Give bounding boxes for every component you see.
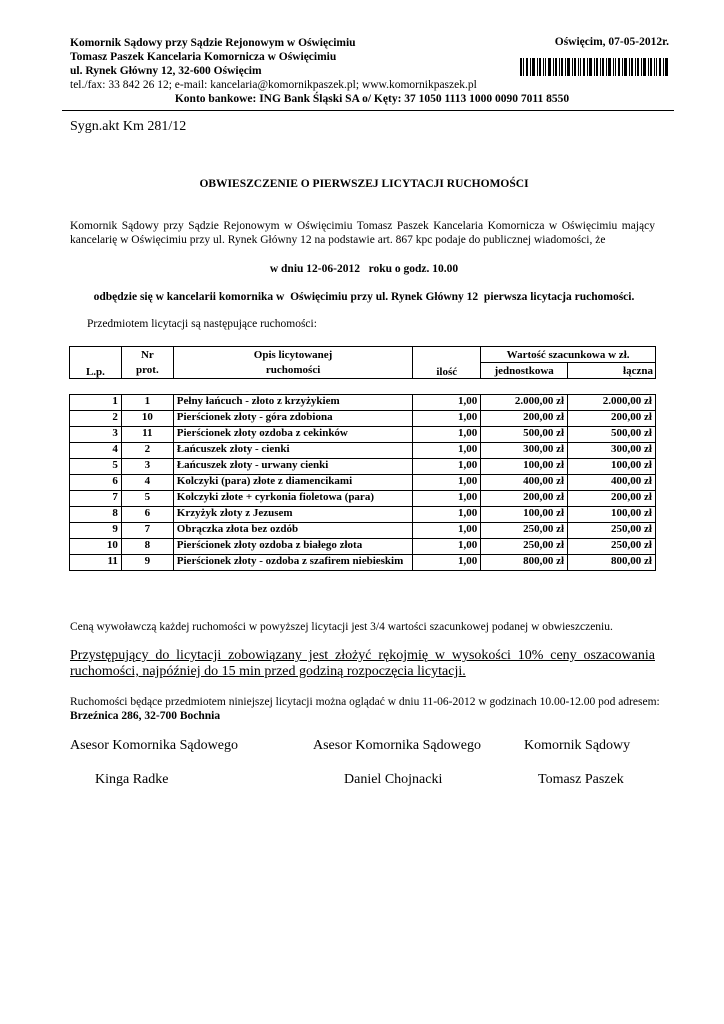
- cell-lp: 3: [70, 427, 122, 443]
- cell-nr: 4: [121, 475, 173, 491]
- cell-lp: 5: [70, 459, 122, 475]
- viewing-address: Brzeźnica 286, 32-700 Bochnia: [70, 710, 221, 722]
- cell-jednostkowa: 250,00 zł: [481, 539, 568, 555]
- cell-ilosc: 1,00: [413, 491, 481, 507]
- cell-opis: Pierścionek złoty - ozdoba z szafirem niebieskim: [173, 555, 413, 571]
- cell-jednostkowa: 2.000,00 zł: [481, 395, 568, 411]
- case-signature: Sygn.akt Km 281/12: [70, 119, 187, 134]
- cell-opis: Kolczyki złote + cyrkonia fioletowa (para): [173, 491, 413, 507]
- signature-role-1: Asesor Komornika Sądowego: [70, 738, 238, 753]
- table-row: [70, 411, 656, 427]
- cell-jednostkowa: 800,00 zł: [481, 555, 568, 571]
- cell-laczna: 100,00 zł: [568, 459, 656, 475]
- table-row: [70, 395, 656, 411]
- col-jednostkowa: jednostkowa: [481, 363, 568, 379]
- table-row: [70, 491, 656, 507]
- cell-nr: 5: [121, 491, 173, 507]
- viewing-note: [70, 695, 660, 723]
- signature-name-2: Daniel Chojnacki: [344, 772, 443, 787]
- cell-ilosc: 1,00: [413, 395, 481, 411]
- cell-opis: Obrączka złota bez ozdób: [173, 523, 413, 539]
- col-ilosc: ilość: [413, 347, 481, 379]
- cell-lp: 11: [70, 555, 122, 571]
- cell-ilosc: 1,00: [413, 459, 481, 475]
- cell-jednostkowa: 100,00 zł: [481, 459, 568, 475]
- cell-opis: Łańcuszek złoty - cienki: [173, 443, 413, 459]
- office-address: ul. Rynek Główny 12, 32-600 Oświęcim: [70, 65, 262, 77]
- table-row: [70, 555, 656, 571]
- cell-laczna: 250,00 zł: [568, 523, 656, 539]
- table-row: [70, 523, 656, 539]
- cell-lp: 4: [70, 443, 122, 459]
- signature-name-3: Tomasz Paszek: [538, 772, 624, 787]
- cell-lp: 1: [70, 395, 122, 411]
- table-row: [70, 539, 656, 555]
- office-contact: tel./fax: 33 842 26 12; e-mail: kancelaria@komornikpaszek.pl; www.komornikpaszek.pl: [70, 79, 477, 91]
- cell-opis: Pierścionek złoty ozdoba z cekinków: [173, 427, 413, 443]
- cell-ilosc: 1,00: [413, 427, 481, 443]
- cell-lp: 2: [70, 411, 122, 427]
- cell-ilosc: 1,00: [413, 411, 481, 427]
- cell-jednostkowa: 200,00 zł: [481, 491, 568, 507]
- starting-price-note: Ceną wywoławczą każdej ruchomości w powyższej licytacji jest 3/4 wartości szacunkowej podanej w obwieszczeniu.: [70, 621, 613, 633]
- cell-ilosc: 1,00: [413, 539, 481, 555]
- col-wartosc: Wartość szacunkowa w zł.: [481, 347, 656, 363]
- col-opis: Opis licytowanej: [173, 347, 412, 363]
- cell-lp: 10: [70, 539, 122, 555]
- document-date: Oświęcim, 07-05-2012r.: [554, 36, 669, 48]
- cell-laczna: 800,00 zł: [568, 555, 656, 571]
- cell-ilosc: 1,00: [413, 507, 481, 523]
- cell-jednostkowa: 300,00 zł: [481, 443, 568, 459]
- header-divider: [62, 110, 674, 111]
- cell-laczna: 2.000,00 zł: [568, 395, 656, 411]
- barcode-icon: [520, 58, 670, 80]
- cell-nr: 7: [121, 523, 173, 539]
- viewing-note-text: Ruchomości będące przedmiotem niniejszej licytacji można oglądać w dniu 11-06-2012 w godzinach 10.00-12.00 pod adresem:: [70, 696, 660, 708]
- cell-laczna: 200,00 zł: [568, 491, 656, 507]
- cell-laczna: 250,00 zł: [568, 539, 656, 555]
- table-row: [70, 459, 656, 475]
- cell-opis: Łańcuszek złoty - urwany cienki: [173, 459, 413, 475]
- cell-jednostkowa: 500,00 zł: [481, 427, 568, 443]
- intro-paragraph: Komornik Sądowy przy Sądzie Rejonowym w Oświęcimiu Tomasz Paszek Kancelaria Komornicza w Oświęcimiu mający kancelarię w Oświęcimiu przy ul. Rynek Główny 12 na podstawie art. 867 kpc podaje do publicznej wiadomości, że: [70, 220, 655, 246]
- document-title: OBWIESZCZENIE O PIERWSZEJ LICYTACJI RUCHOMOŚCI: [199, 178, 529, 190]
- col-nr-2: prot.: [121, 363, 173, 379]
- auction-place: odbędzie się w kancelarii komornika w Oświęcimiu przy ul. Rynek Główny 12 pierwsza licytacja ruchomości.: [93, 291, 635, 303]
- office-header: [70, 36, 477, 92]
- cell-lp: 8: [70, 507, 122, 523]
- cell-ilosc: 1,00: [413, 475, 481, 491]
- cell-jednostkowa: 250,00 zł: [481, 523, 568, 539]
- cell-opis: Kolczyki (para) złote z diamencikami: [173, 475, 413, 491]
- cell-nr: 8: [121, 539, 173, 555]
- table-row: [70, 475, 656, 491]
- col-nr: Nr: [121, 347, 173, 363]
- cell-jednostkowa: 100,00 zł: [481, 507, 568, 523]
- cell-nr: 11: [121, 427, 173, 443]
- items-table: [69, 394, 656, 571]
- signature-role-3: Komornik Sądowy: [524, 738, 631, 753]
- cell-ilosc: 1,00: [413, 443, 481, 459]
- col-opis-2: ruchomości: [173, 363, 412, 379]
- cell-ilosc: 1,00: [413, 523, 481, 539]
- cell-nr: 10: [121, 411, 173, 427]
- cell-nr: 6: [121, 507, 173, 523]
- cell-opis: Pierścionek złoty - góra zdobiona: [173, 411, 413, 427]
- table-row: [70, 443, 656, 459]
- cell-opis: Pełny łańcuch - złoto z krzyżykiem: [173, 395, 413, 411]
- cell-laczna: 500,00 zł: [568, 427, 656, 443]
- cell-jednostkowa: 200,00 zł: [481, 411, 568, 427]
- col-lp: L.p.: [70, 347, 122, 379]
- signature-name-1: Kinga Radke: [95, 772, 169, 787]
- auction-date: w dniu 12-06-2012 roku o godz. 10.00: [269, 263, 459, 275]
- cell-nr: 3: [121, 459, 173, 475]
- bank-account: Konto bankowe: ING Bank Śląski SA o/ Kęty: 37 1050 1113 1000 0090 7011 8550: [174, 93, 570, 105]
- cell-nr: 9: [121, 555, 173, 571]
- cell-laczna: 200,00 zł: [568, 411, 656, 427]
- table-row: [70, 427, 656, 443]
- cell-laczna: 400,00 zł: [568, 475, 656, 491]
- cell-lp: 9: [70, 523, 122, 539]
- office-name: Komornik Sądowy przy Sądzie Rejonowym w Oświęcimiu: [70, 37, 356, 49]
- signature-role-2: Asesor Komornika Sądowego: [313, 738, 481, 753]
- cell-nr: 2: [121, 443, 173, 459]
- cell-ilosc: 1,00: [413, 555, 481, 571]
- deposit-note: Przystępujący do licytacji zobowiązany jest złożyć rękojmię w wysokości 10% ceny oszacowania ruchomości, najpóźniej do 15 min przed godziną rozpoczęcia licytacji.: [70, 648, 655, 679]
- cell-lp: 7: [70, 491, 122, 507]
- office-chancellery: Tomasz Paszek Kancelaria Komornicza w Oświęcimiu: [70, 51, 337, 63]
- col-laczna: łączna: [568, 363, 656, 379]
- items-table-header: [69, 346, 656, 379]
- cell-laczna: 300,00 zł: [568, 443, 656, 459]
- table-row: [70, 507, 656, 523]
- items-intro: Przedmiotem licytacji są następujące ruchomości:: [87, 318, 317, 330]
- cell-lp: 6: [70, 475, 122, 491]
- cell-opis: Pierścionek złoty ozdoba z białego złota: [173, 539, 413, 555]
- cell-nr: 1: [121, 395, 173, 411]
- cell-opis: Krzyżyk złoty z Jezusem: [173, 507, 413, 523]
- cell-jednostkowa: 400,00 zł: [481, 475, 568, 491]
- cell-laczna: 100,00 zł: [568, 507, 656, 523]
